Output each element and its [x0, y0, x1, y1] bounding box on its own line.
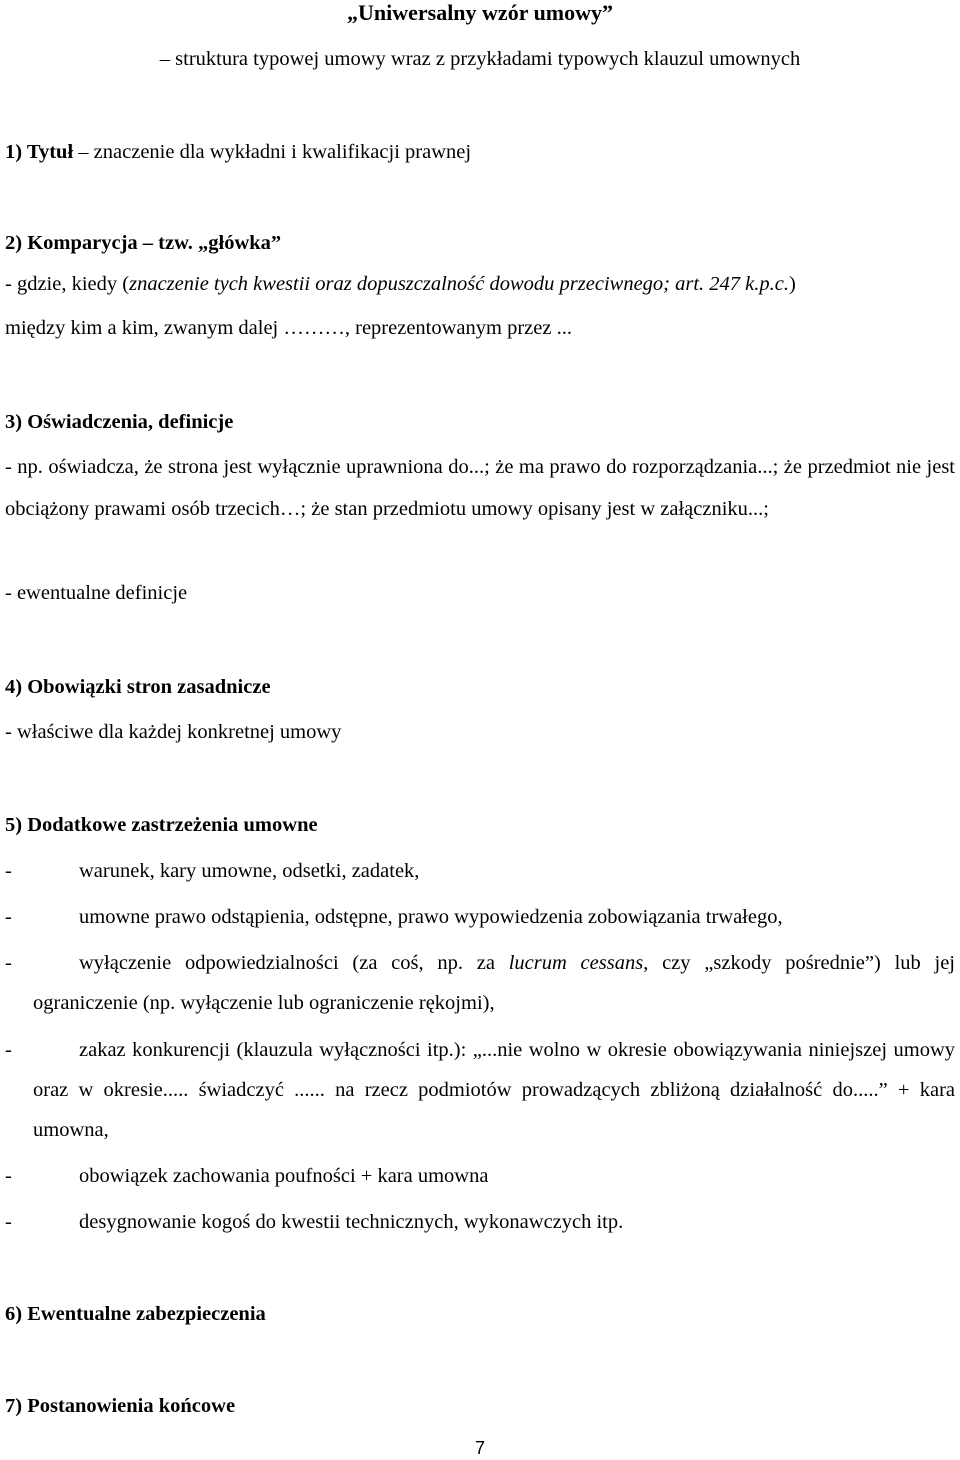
list-item-text	[33, 943, 955, 1023]
section-2-paragraph-2: między kim a kim, zwanym dalej ………, reprezentowanym przez ...	[5, 317, 572, 339]
section-5-heading: 5) Dodatkowe zastrzeżenia umowne	[5, 814, 318, 836]
list-bullet: -	[5, 952, 12, 974]
list-item-text: obowiązek zachowania poufności + kara umowna	[79, 1165, 489, 1187]
list-item-text-italic: lucrum cessans	[508, 952, 644, 974]
list-item-text-part: , czy „szkody pośrednie”) lub jej ograniczenie (np. wyłączenie lub ograniczenie rękojmi),	[33, 952, 956, 1014]
section-2-p1-italic: znaczenie tych kwestii oraz dopuszczalność dowodu przeciwnego; art. 247 k.p.c.	[129, 273, 789, 295]
section-3-paragraph-1: - np. oświadcza, że strona jest wyłącznie uprawniona do...; że ma prawo do rozporządzania...; że przedmiot nie jest obciążony prawami osób trzecich…; że stan przedmiotu umowy opisany jest w załączniku...;	[5, 456, 955, 520]
section-3-heading: 3) Oświadczenia, definicje	[5, 411, 234, 433]
list-item-text: desygnowanie kogoś do kwestii technicznych, wykonawczych itp.	[79, 1211, 624, 1233]
document-subtitle: – struktura typowej umowy wraz z przykładami typowych klauzul umownych	[159, 48, 801, 70]
list-item-text: umowne prawo odstąpienia, odstępne, prawo wypowiedzenia zobowiązania trwałego,	[79, 906, 783, 928]
section-3-paragraph-2: - ewentualne definicje	[5, 582, 188, 604]
list-bullet: -	[5, 1211, 12, 1233]
section-6-heading: 6) Ewentualne zabezpieczenia	[5, 1303, 266, 1325]
section-2-paragraph-1	[5, 270, 955, 298]
section-7-heading: 7) Postanowienia końcowe	[5, 1395, 236, 1417]
section-1-description: – znaczenie dla wykładni i kwalifikacji prawnej	[73, 141, 472, 163]
list-item-text: zakaz konkurencji (klauzula wyłączności itp.): „...nie wolno w okresie obowiązywania niniejszej umowy oraz w okresie..... świadczyć ...... na rzecz podmiotów prowadzących zbliżoną działalność do.....” + kara umowna,	[33, 1039, 955, 1141]
page-number: 7	[474, 1438, 485, 1458]
list-bullet: -	[5, 1039, 12, 1061]
list-item-text: warunek, kary umowne, odsetki, zadatek,	[79, 860, 420, 882]
document-title: „Uniwersalny wzór umowy”	[346, 0, 614, 25]
section-2-p1-end: )	[789, 273, 796, 295]
section-2-heading: 2) Komparycja – tzw. „główka”	[5, 232, 282, 254]
section-1-heading: 1) Tytuł	[5, 141, 74, 163]
section-2-p1-start: - gdzie, kiedy (	[5, 273, 130, 295]
section-1	[5, 138, 471, 166]
list-bullet: -	[5, 906, 12, 928]
section-4-heading: 4) Obowiązki stron zasadnicze	[5, 676, 271, 698]
section-4-paragraph-1: - właściwe dla każdej konkretnej umowy	[5, 721, 342, 743]
list-item-text-part: wyłączenie odpowiedzialności (za coś, np. za	[79, 952, 509, 974]
list-bullet: -	[5, 860, 12, 882]
list-bullet: -	[5, 1165, 12, 1187]
